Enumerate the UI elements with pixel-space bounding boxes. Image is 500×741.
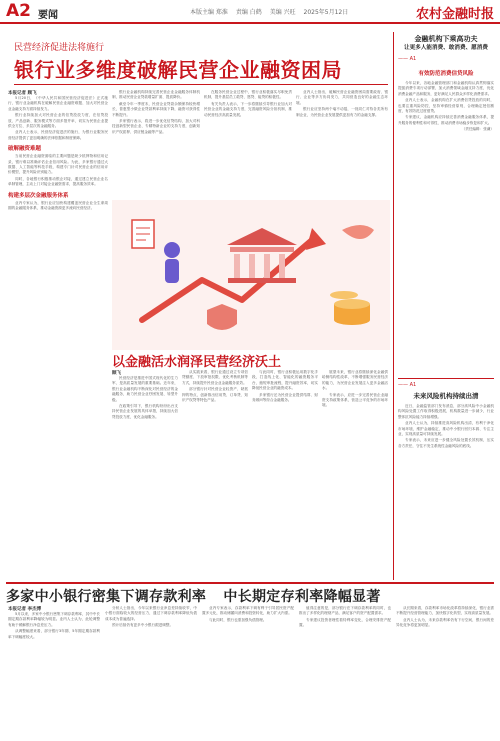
paragraph: 从长期来看，存款利率市场化改革将持续深化，银行业需不断提升经营管理能力，加快数字化转型，实现高质量发展。	[396, 606, 494, 616]
paragraph: 值得注意的是，部分银行在下调存款利率的同时，也推出了多样化的理财产品，满足客户的资产配置需求。	[299, 606, 391, 616]
article-text	[8, 96, 108, 141]
paragraph: 专家表示，应进一步完善民营企业融资支持政策体系，营造公平竞争的市场环境。	[322, 392, 388, 408]
paragraph: 业内人士指出，破解民营企业融资困局需要政府、银行、企业等多方协同发力，共同营造良好的金融生态环境。	[296, 90, 388, 105]
bottom-story-headline	[6, 586, 496, 606]
article-text	[398, 81, 494, 126]
person-icon	[164, 242, 180, 283]
paragraph: 5月20日，《中华人民共和国民营经济促进法》正式施行，银行业金融机构在破解民营企业融资难题、加大对民营企业金融支持方面持续发力。	[8, 96, 108, 111]
paragraph: 预计后续仍有更多中小银行跟进调整。	[112, 623, 174, 628]
paragraph: 当前民营企业融资面临的主要问题是缺少抵押物和信用记录，银行难以准确评估企业信用风险。为此，多家银行通过大数据、人工智能等科技手段，构建专门针对民营企业的信用评价模型，提升风险识别能力。	[8, 154, 108, 175]
paragraph: 专家建议投资者理性看待利率变化，合理安排资产配置。	[299, 617, 391, 628]
sidebar-top-story	[398, 34, 494, 374]
newspaper-name: 农村金融时报	[415, 7, 494, 22]
sidebar-bottom-title: 未来风险机构持续出清	[413, 392, 479, 400]
paragraph: 业内人士认为，持续推进高风险机构出清，有利于净化市场环境，维护金融稳定，推动中小银行回归本源、专注主业，实现高质量可持续发展。	[398, 421, 494, 437]
paragraph: 多家银行还为民营企业提供结算、财务顾问等综合金融服务。	[252, 392, 318, 403]
sidebar-divider	[393, 32, 394, 580]
paragraph: 截至今年一季度末，民营企业贷款余额保持较快增长，普惠型小微企业贷款利率持续下降，融资可获得性不断提升。	[112, 101, 200, 117]
feature-story-column-2	[182, 370, 248, 580]
main-story-column-3	[204, 90, 292, 198]
article-text	[8, 201, 108, 212]
paragraph: 有关负责人表示，下一步将继续引导银行业加大对民营企业的金融支持力度，完善融资风险分担机制，推动民营经济高质量发展。	[204, 101, 292, 117]
sidebar-top-title: 金融机构下乘高功夫	[414, 35, 478, 43]
paragraph: 同时，各地银行积极推动银企对接，通过建立民营企业名单制管理，主动上门对接企业融资需求，提高服务效率。	[8, 176, 108, 187]
page-reference: —— A1	[398, 56, 417, 62]
main-story-byline: 本报记者 顾飞	[8, 91, 37, 96]
paragraph: 多家银行表示，将进一步优化信贷结构，加大对科技创新型民营企业、专精特新企业的支持力度，创新知识产权质押、供应链金融等产品。	[112, 119, 200, 134]
bottom-headline-secondary: 中长期定存利率降幅显著	[223, 589, 381, 605]
feature-story-column-1	[112, 370, 178, 580]
bottom-headline-main: 多家中小银行密集下调存款利率	[6, 589, 207, 605]
paragraph: 从实践来看，银行业通过设立专项信贷额度、下放审批权限、优化考核机制等方式，持续提升民营企业金融服务质效。	[182, 370, 248, 385]
paragraph: 银行业应坚持两个毫不动摇，一视同仁对待各类所有制企业，为民营企业发展提供更加有力的金融支撑。	[296, 107, 388, 117]
headline-divider	[14, 84, 388, 85]
document-icon	[132, 220, 154, 248]
bottom-story-byline: 本报记者 李杰博	[8, 607, 42, 612]
main-story-column-2	[112, 90, 200, 198]
main-story-kicker: 民营经济促进法将施行	[14, 43, 105, 53]
bottom-story-separator	[6, 582, 494, 584]
paragraph: 在服务民营企业过程中，银行业积极落实尽职免责机制，提升基层员工敢贷、愿贷、能贷的积极性。	[204, 90, 292, 100]
feature-story-column-3	[252, 370, 318, 580]
sidebar-top-title-line2: 让更多人能消费、敢消费、愿消费	[404, 45, 488, 51]
paragraph: 专家建议，金融机构应持续完善消费金融服务体系，提升服务的便利性和可得性，推动消费市场稳步恢复和扩大。	[398, 115, 494, 125]
bottom-story-column-5	[396, 606, 494, 738]
paragraph: 从调整幅度来看，部分银行3年期、5年期定期存款利率下调幅度较大。	[8, 629, 100, 639]
paragraph: 民营经济是推进中国式现代化的生力军，是高质量发展的重要基础。近年来，银行业金融机构不断深化对民营经济的金融服务，助力民营企业纾困发展、转型升级。	[112, 376, 178, 402]
paragraph: 与此同时，银行也需加强负债管理。	[209, 617, 267, 622]
editor-credit: 本版主编 郑淮	[190, 9, 228, 16]
paragraph: 近日，金融监管部门发布消息，部分高风险中小金融机构风险处置工作取得积极进展，机构数量进一步减少，行业整体抗风险能力持续增强。	[398, 404, 494, 419]
paragraph: 业内人士表示，金融机构在扩大消费信贷投放的同时，也要注重风险防控，坚持审慎经营原则，合理确定授信额度，有效防范过度借贷。	[398, 98, 494, 114]
feature-story-column-4	[322, 370, 388, 580]
finance-illustration	[112, 200, 390, 350]
editor-credits	[190, 7, 354, 16]
page-header	[0, 0, 500, 24]
editor-credit: 责编 白鹤	[235, 9, 262, 16]
paragraph: 业内人士认为，未来存款利率仍有下行空间，银行间的差异化竞争将更加明显。	[396, 617, 494, 628]
bottom-story-column-2	[105, 606, 197, 738]
section-subheading: 构建多层次金融服务体系	[8, 192, 69, 199]
paragraph: 银行业持续加大对民营企业的信贷投放力度，在信贷投放、产品创新、服务模式等方面多措并举，切实为民营企业提供全方位、多层次的金融服务。	[8, 113, 108, 129]
paragraph: 银行业金融机构持续完善民营企业金融服务体制机制，推动民营企业贷款增量扩面、提质降价。	[112, 90, 200, 100]
paragraph: 5月以来，多家中小银行密集下调存款利率，其中中长期定期存款利率降幅较为明显。业内人士认为，此轮调整有助于缓解银行净息差压力。	[8, 612, 100, 627]
paragraph: 与此同时，银行业积极运用数字化手段，打造线上化、智能化的融资服务平台，缩短审批流程，提升融资效率，切实降低民营企业的融资成本。	[252, 370, 318, 391]
main-story-column-4	[296, 90, 388, 198]
section-subheading: 破解融资难题	[8, 146, 42, 153]
section-name: 要闻	[38, 10, 58, 21]
bottom-story-column-1	[8, 606, 100, 738]
editor-note: （责任编辑：张谦）	[461, 127, 494, 132]
illustration-caption: 以金融活水润泽民营经济沃土	[112, 355, 282, 370]
page-number: A2	[6, 1, 31, 21]
editor-credit: 美编 兴旺	[269, 9, 296, 16]
sidebar-top-subtitle: 有效防范消费信贷风险	[418, 71, 474, 77]
feature-story-byline: 顾飞	[112, 371, 121, 376]
paragraph: 今年以来，各地金融管理部门和金融机构认真贯彻落实提振消费专项行动部署，加大消费领域金融支持力度，优化消费金融产品和服务，更好满足人民群众多样化消费需求。	[398, 81, 494, 96]
sidebar-bottom-story	[398, 382, 494, 580]
paragraph: 部分银行针对民营企业轻资产、缺抵押的特点，创新推出信用贷、订单贷、知识产权贷等特色产品。	[182, 387, 248, 403]
sidebar-separator	[398, 378, 494, 379]
paragraph: 分析人士指出，今年以来银行业净息差持续收窄，中小银行面临较大的经营压力，通过下调存款利率降低负债成本成为普遍选择。	[105, 606, 197, 621]
paragraph: 展望未来，银行业将继续深化金融供给侧结构性改革，不断增强服务民营经济的能力，为民营企业发展注入更多金融活水。	[322, 370, 388, 391]
page-reference: —— A1	[398, 382, 417, 388]
paragraph: 业内专家表示，存款利率下调有利于引导居民资产配置多元化，推动储蓄向消费和投资转化，助力扩大内需。	[202, 606, 294, 616]
article-text	[8, 154, 108, 187]
paragraph: 业内专家认为，银行业应加快构建覆盖民营企业全生命周期的金融服务体系，推动金融资源更多流向民营经济。	[8, 200, 108, 211]
paragraph: 专家表示，未来应进一步健全风险处置长效机制，压实各方责任，守住不发生系统性金融风险的底线。	[398, 438, 494, 448]
bottom-story-column-3	[202, 606, 294, 738]
article-text	[398, 404, 494, 449]
paragraph: 业内人士表示，民营经济促进法的施行，为银行业服务民营经济提供了更加明确的法律依据和制度保障。	[8, 130, 108, 140]
paragraph: 在政策引导下，银行机构纷纷出台支持民营企业发展的具体举措，持续加大信贷投放力度，优化金融服务。	[112, 404, 178, 419]
bottom-story-column-4	[299, 606, 391, 738]
main-story-column-1	[8, 90, 108, 580]
main-story-title: 银行业多维度破解民营企业融资困局	[14, 58, 342, 82]
issue-date: 2025年5月12日	[303, 9, 349, 16]
